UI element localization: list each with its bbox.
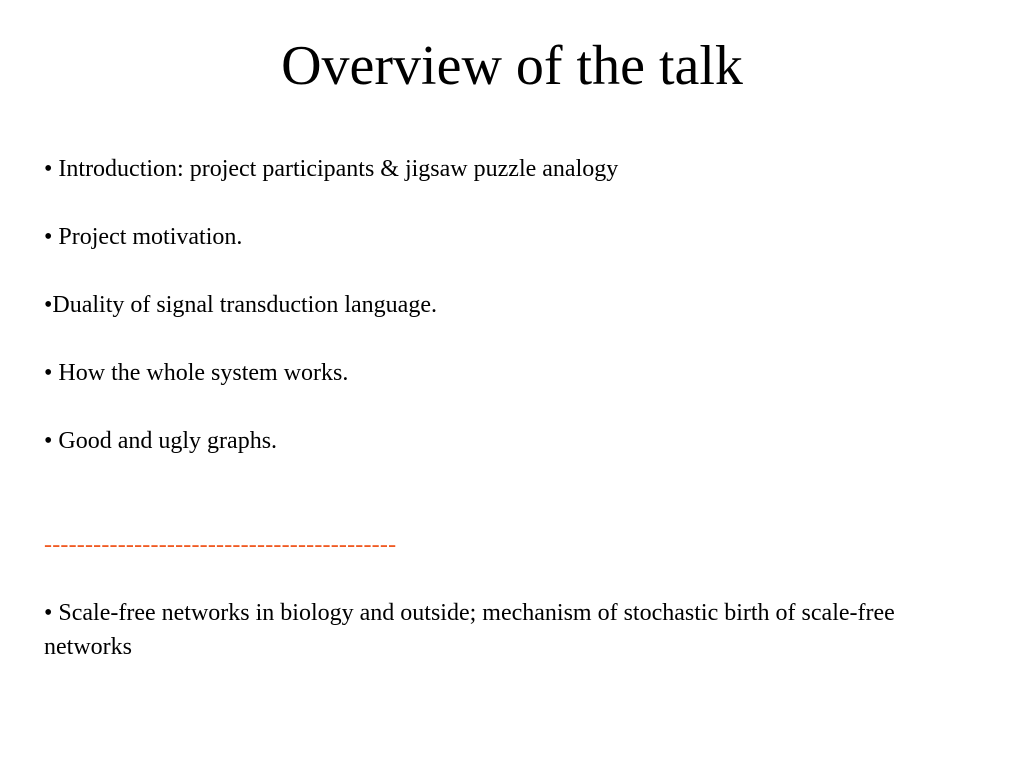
separator-line: ------------------------------------------- xyxy=(44,532,397,558)
bullet-item-graphs: • Good and ugly graphs. xyxy=(44,428,278,454)
slide-title: Overview of the talk xyxy=(281,35,743,97)
bullet-item-introduction: • Introduction: project participants & jigsaw puzzle analogy xyxy=(44,156,619,182)
bullet-item-scale-free: • Scale-free networks in biology and outside; mechanism of stochastic birth of scale-free networks xyxy=(44,600,895,660)
bullet-item-duality: •Duality of signal transduction language. xyxy=(44,292,437,318)
bullet-item-motivation: • Project motivation. xyxy=(44,224,243,250)
bullet-item-system: • How the whole system works. xyxy=(44,360,349,386)
